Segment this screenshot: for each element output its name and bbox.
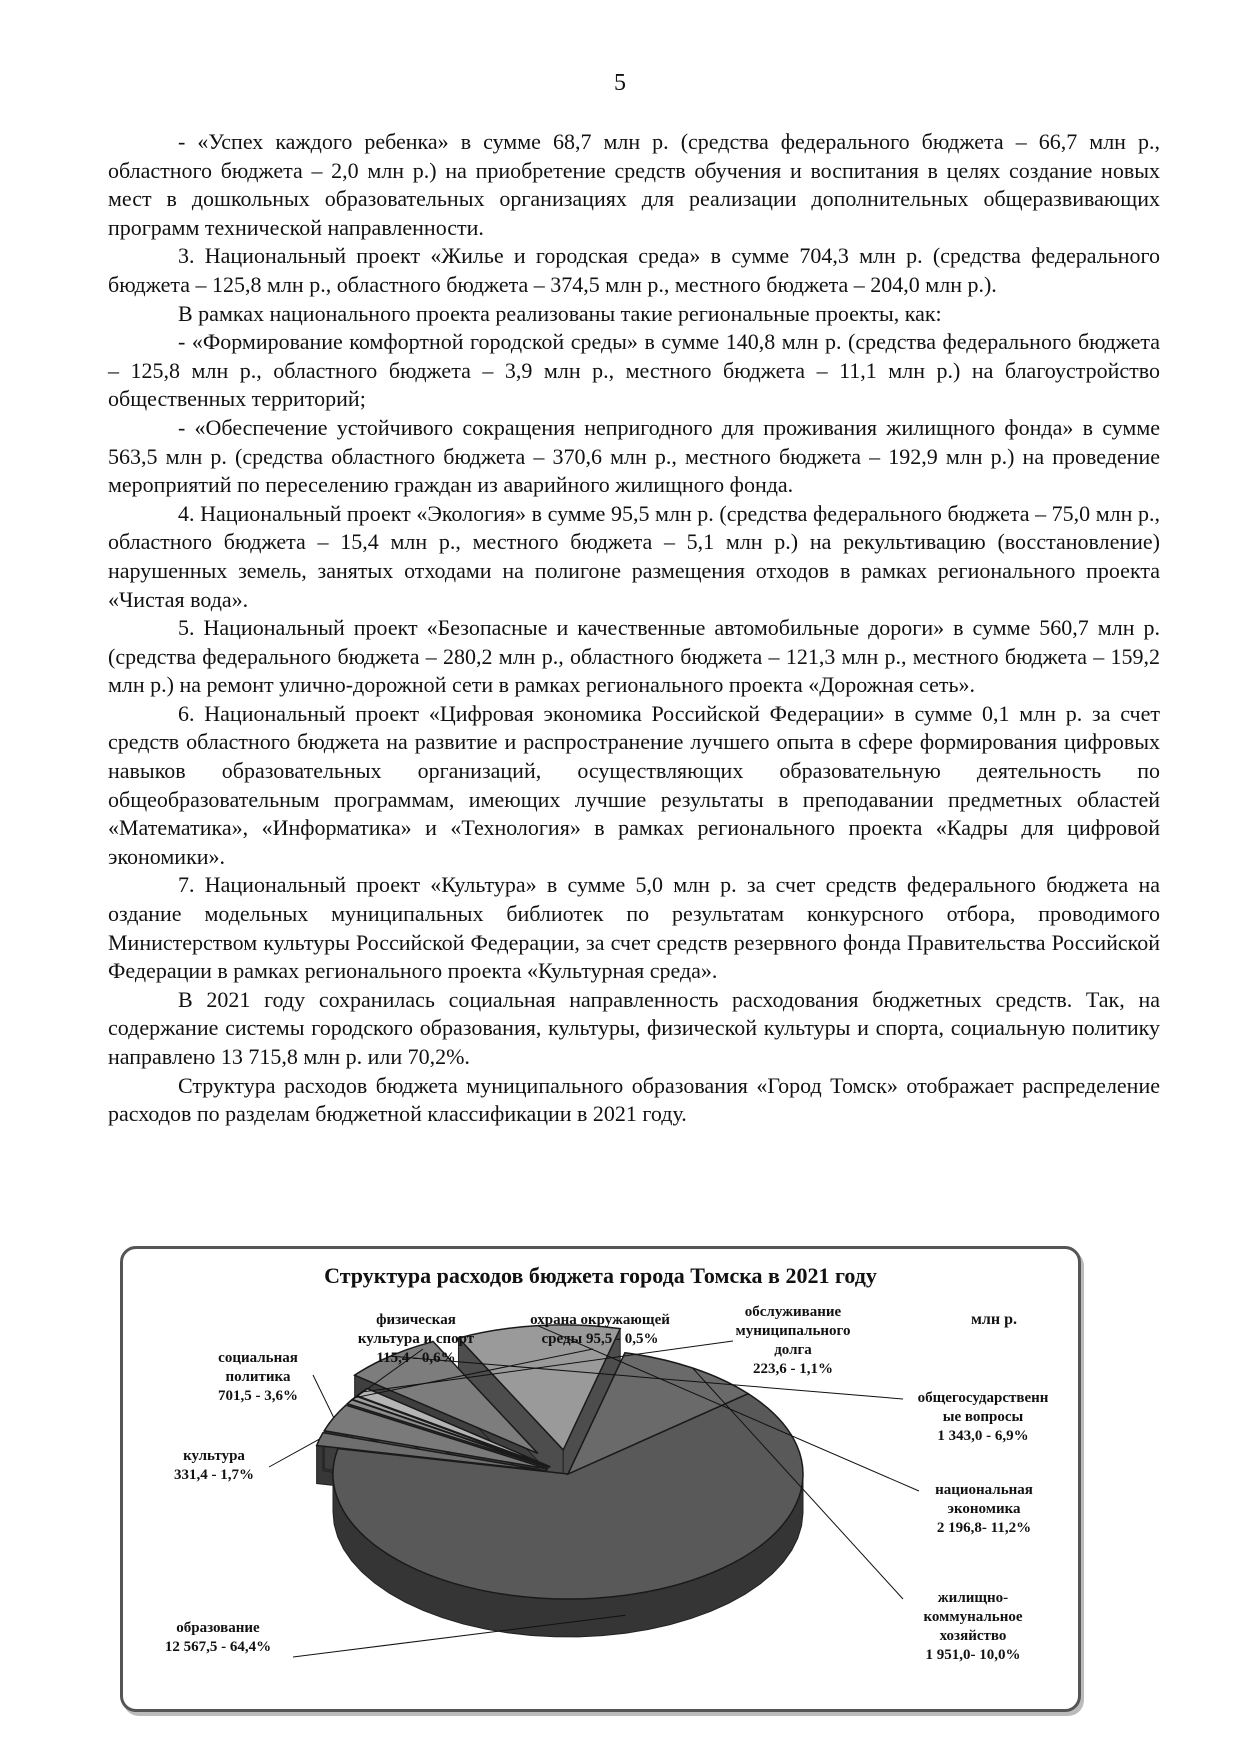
pie-chart: [120, 1246, 1081, 1712]
slice-label-text: охрана окружающей: [530, 1312, 670, 1328]
chart-unit: млн р.: [971, 1311, 1017, 1328]
slice-label-environment: [515, 1311, 685, 1349]
slice-label-text: обслуживание: [744, 1304, 842, 1320]
body-text: [108, 128, 1160, 1129]
slice-label-social-policy: [203, 1349, 313, 1406]
slice-label-national-economy: [919, 1481, 1049, 1538]
slice-label-sport: [341, 1311, 491, 1368]
leader-line-social-policy: [313, 1375, 334, 1418]
slice-label-text: национальная: [935, 1482, 1033, 1498]
slice-label-education: [143, 1619, 293, 1657]
slice-label-text: экономика: [947, 1501, 1021, 1517]
paragraph: - «Формирование комфортной городской среды» в сумме 140,8 млн р. (средства федерального бюджета – 125,8 млн р., областного бюджета – 3,9 млн р., местного бюджета – 11,1 млн р.) на благоустройство общественных территорий;: [108, 329, 1160, 412]
paragraph: 5. Национальный проект «Безопасные и качественные автомобильные дороги» в сумме 560,7 млн р. (средства федерального бюджета – 280,2 млн р., областного бюджета – 121,3 млн р., местного бюджета – 159,2 млн р.) на ремонт улично-дорожной сети в рамках регионального проекта «Дорожная сеть».: [108, 615, 1160, 698]
slice-label-text: хозяйство: [939, 1628, 1007, 1644]
slice-label-text: физическая: [376, 1312, 456, 1328]
chart-title: Структура расходов бюджета города Томска в 2021 году: [324, 1263, 877, 1288]
slice-label-text: коммунальное: [923, 1609, 1023, 1625]
leader-line-culture: [269, 1439, 319, 1467]
slice-label-text: образование: [176, 1620, 260, 1636]
paragraph: - «Успех каждого ребенка» в сумме 68,7 млн р. (средства федерального бюджета – 66,7 млн р., областного бюджета – 2,0 млн р.) на приобретение средств обучения и воспитания в целях создание новых мест в дошкольных образовательных организациях для реализации дополнительных общеразвивающих программ технической направленности.: [108, 129, 1160, 240]
slice-label-general-affairs: [903, 1389, 1063, 1446]
paragraph: 6. Национальный проект «Цифровая экономика Российской Федерации» в сумме 0,1 млн р. за счет средств областного бюджета на развитие и распространение лучшего опыта в сфере формирования цифровых навыков образовательных организаций, осуществляющих образовательную деятельность по общеобразовательным программам, имеющих лучшие результаты в преподавании предметных областей «Математика», «Информатика» и «Технология» в рамках регионального проекта «Кадры для цифровой экономики».: [108, 700, 1160, 869]
slice-value-text: 2 196,8- 11,2%: [936, 1520, 1032, 1536]
slice-label-text: социальная: [218, 1350, 298, 1366]
paragraph: В 2021 году сохранилась социальная направленность расходования бюджетных средств. Так, на содержание системы городского образования, культуры, физической культуры и спорта, социальную политику направлено 13 715,8 млн р. или 70,2%.: [108, 986, 1160, 1069]
slice-value-text: 115,4 - 0,6%: [376, 1350, 456, 1366]
slice-label-text: культура и спорт: [357, 1331, 475, 1347]
slice-value-text: 1 343,0 - 6,9%: [937, 1428, 1029, 1444]
page-number: 5: [614, 70, 626, 96]
slice-value-text: 95,5 - 0,5%: [586, 1331, 659, 1347]
slice-label-housing: [903, 1589, 1043, 1665]
slice-label-culture: [159, 1447, 269, 1485]
slice-value-text: 701,5 - 3,6%: [218, 1388, 298, 1404]
slice-value-text: 223,6 - 1,1%: [753, 1361, 833, 1377]
slice-label-text: ые вопросы: [942, 1409, 1024, 1425]
paragraph: 4. Национальный проект «Экология» в сумме 95,5 млн р. (средства федерального бюджета – 75,0 млн р., областного бюджета – 15,4 млн р., местного бюджета – 5,1 млн р.) на рекультивацию (восстановление) нарушенных земель, занятых отходами на полигоне размещения отходов в рамках регионального проекта «Чистая вода».: [108, 500, 1160, 612]
paragraph: - «Обеспечение устойчивого сокращения непригодного для проживания жилищного фонда» в сумме 563,5 млн р. (средства областного бюджета – 370,6 млн р., местного бюджета – 192,9 млн р.) на проведение мероприятий по переселению граждан из аварийного жилищного фонда.: [108, 414, 1160, 498]
slice-label-text: общегосударственн: [917, 1390, 1049, 1406]
slice-value-text: 331,4 - 1,7%: [174, 1467, 254, 1483]
paragraph: В рамках национального проекта реализованы такие региональные проекты, как:: [178, 300, 942, 326]
paragraph: 7. Национальный проект «Культура» в сумме 5,0 млн р. за счет средств федерального бюджета на оздание модельных муниципальных библиотек по результатам конкурсного отбора, проводимого Министерством культуры Российской Федерации, за счет средств резервного фонда Правительства Российской Федерации в рамках регионального проекта «Культурная среда».: [108, 872, 1160, 984]
slice-label-text: среды: [541, 1331, 583, 1347]
slice-value-text: 1 951,0- 10,0%: [925, 1647, 1021, 1663]
paragraph: 3. Национальный проект «Жилье и городская среда» в сумме 704,3 млн р. (средства федерального бюджета – 125,8 млн р., областного бюджета – 374,5 млн р., местного бюджета – 204,0 млн р.).: [108, 243, 1160, 297]
slice-label-text: долга: [774, 1342, 812, 1358]
paragraph: Структура расходов бюджета муниципального образования «Город Томск» отображает распределение расходов по разделам бюджетной классификации в 2021 году.: [108, 1072, 1160, 1127]
slice-label-text: жилищно-: [937, 1590, 1009, 1606]
slice-label-text: политика: [225, 1369, 291, 1385]
slice-value-text: 12 567,5 - 64,4%: [164, 1639, 272, 1655]
slice-label-text: муниципального: [735, 1323, 851, 1339]
slice-label-debt-service: [723, 1303, 863, 1379]
slice-label-text: культура: [183, 1448, 245, 1464]
